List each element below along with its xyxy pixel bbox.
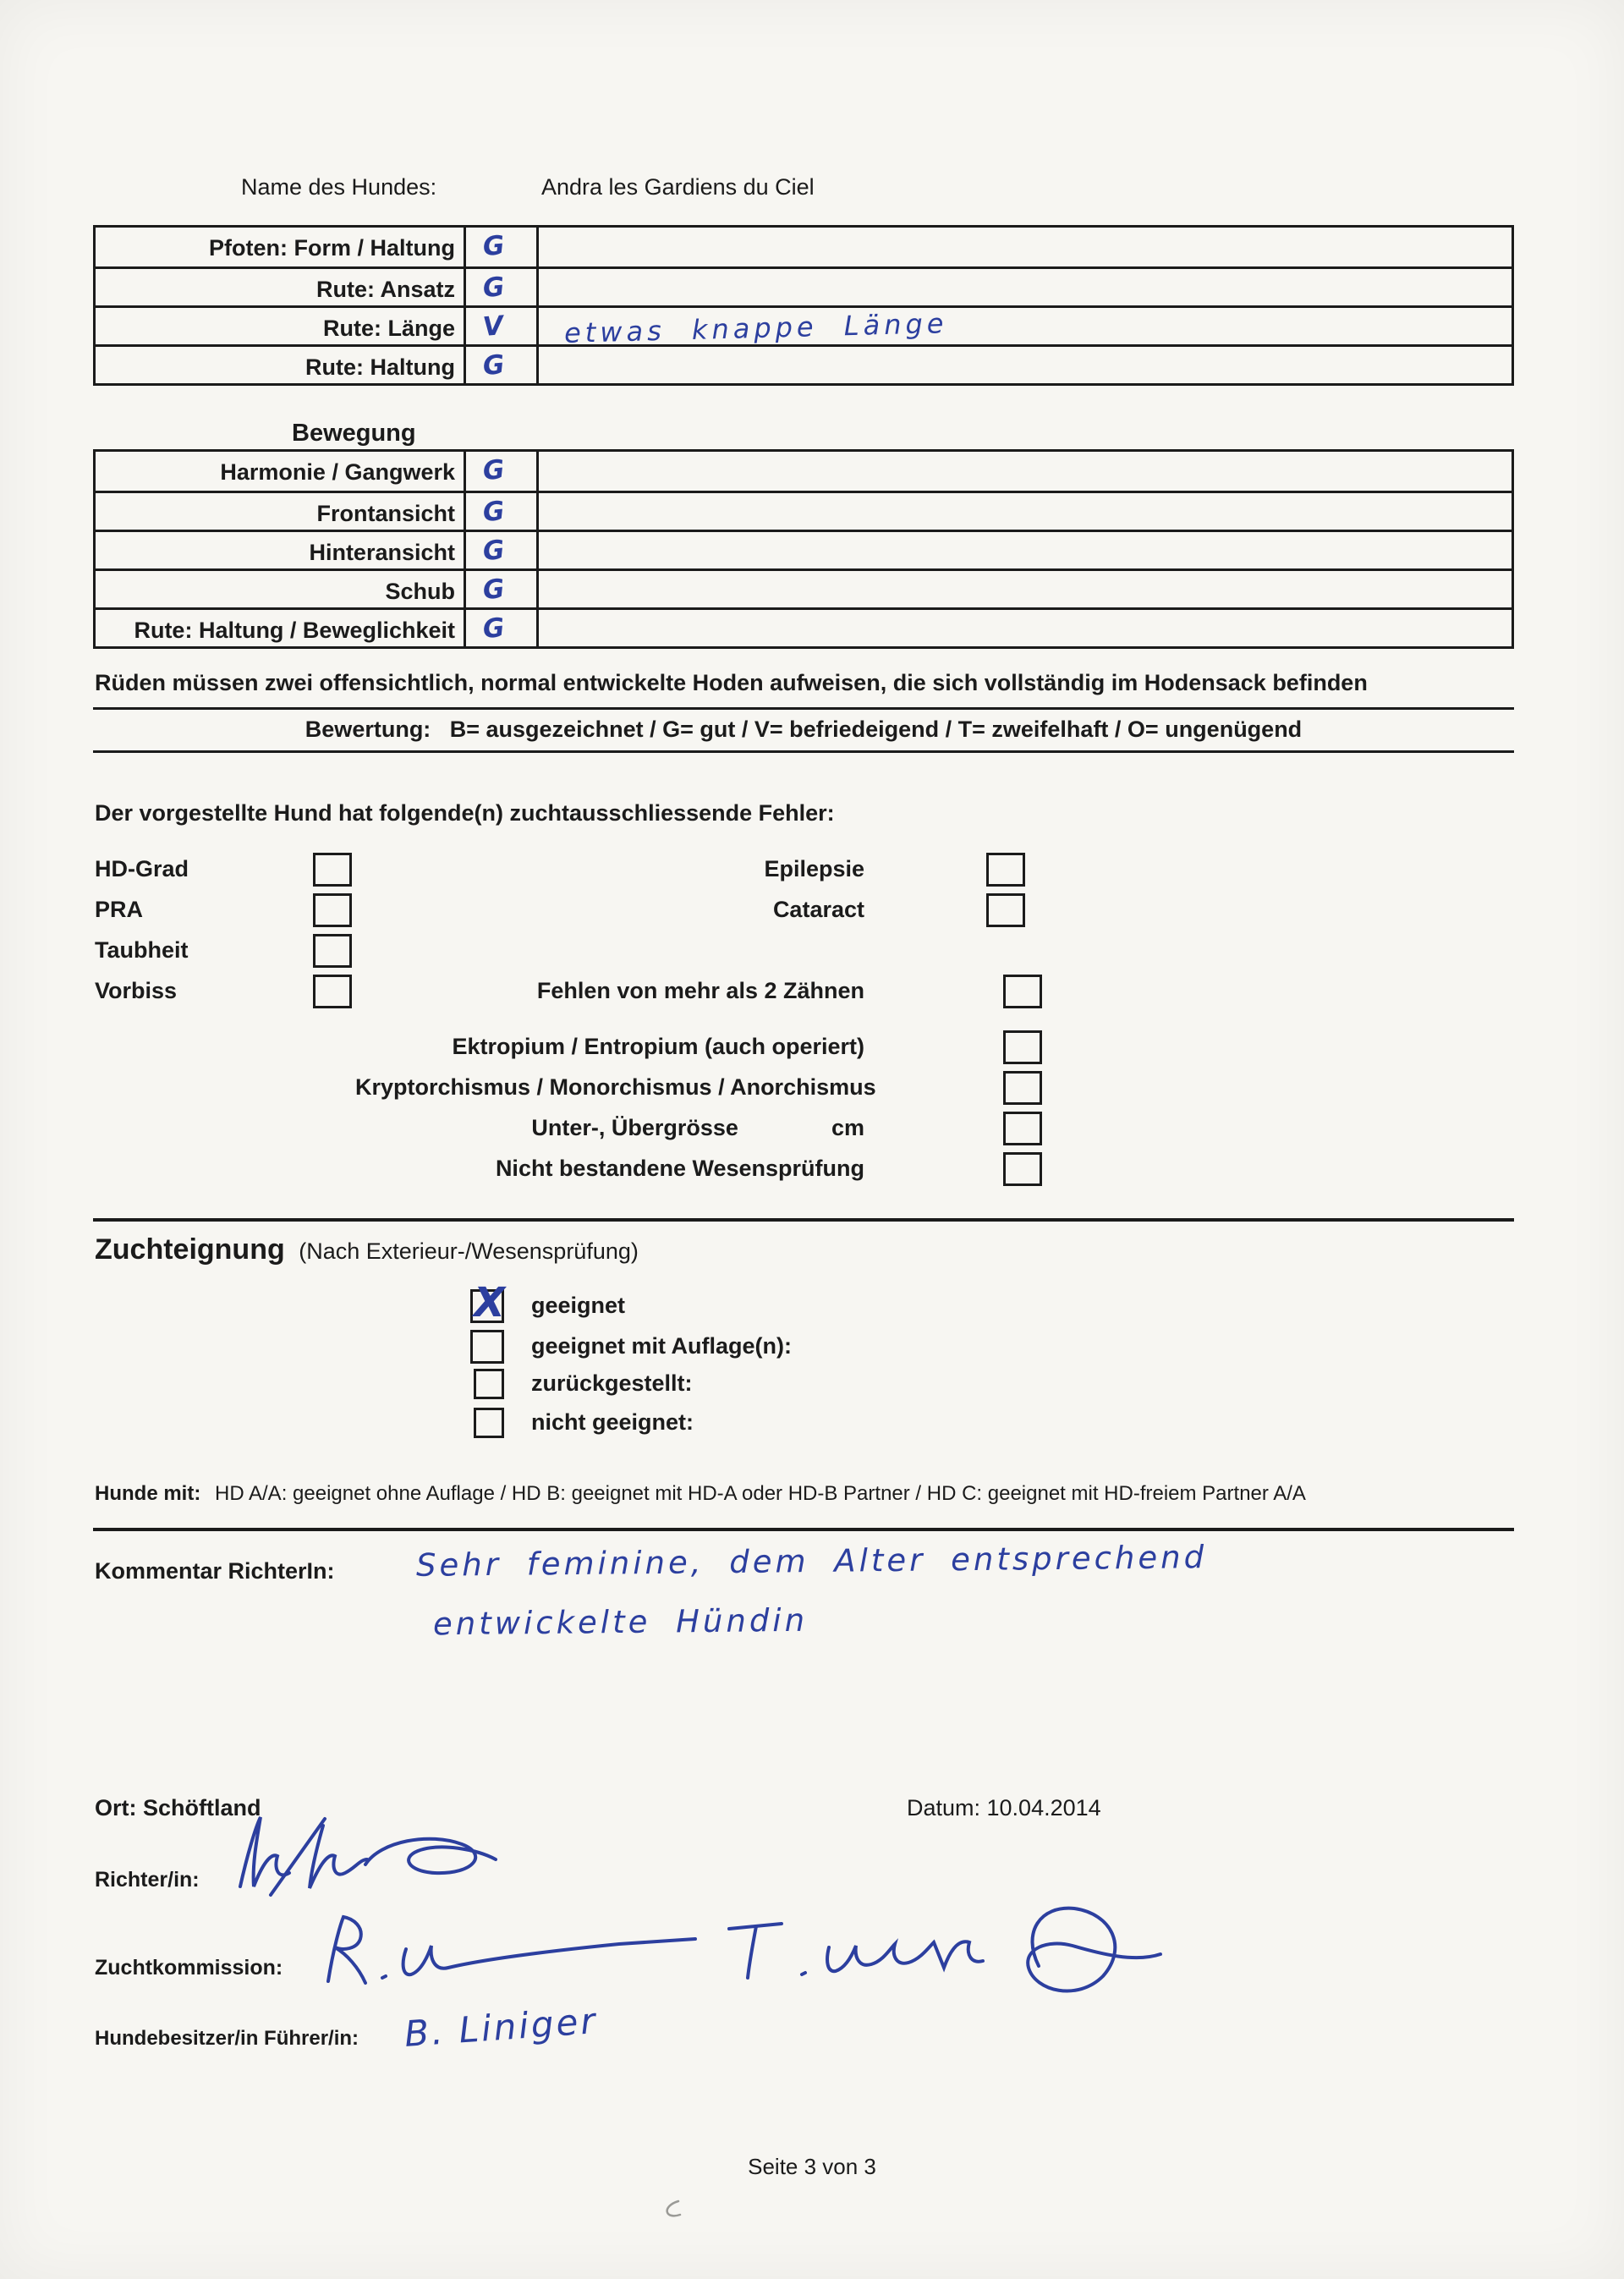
comment-handwritten: etwas knappe Länge — [563, 307, 948, 349]
grade-handwritten: G — [481, 229, 506, 263]
grade-cell — [466, 610, 539, 646]
checkbox-epilepsie — [986, 853, 1025, 887]
hd-note-row — [95, 1482, 1306, 1506]
comment-cell — [539, 571, 1512, 607]
zuchteignung-title: Zuchteignung — [95, 1233, 285, 1266]
row-label: Rute: Ansatz — [96, 269, 466, 305]
comment-cell — [539, 228, 1512, 266]
zuchteignung-heading — [95, 1233, 639, 1266]
checkbox-groesse — [1003, 1112, 1042, 1145]
grade-cell — [466, 493, 539, 530]
comment-cell — [539, 493, 1512, 530]
table-row — [96, 305, 1512, 349]
zuchteignung-subtitle: (Nach Exterieur-/Wesensprüfung) — [299, 1238, 639, 1264]
comment-cell — [539, 347, 1512, 383]
checkbox-geeignet — [470, 1279, 506, 1326]
grade-cell — [466, 347, 539, 383]
divider-rule — [93, 1528, 1514, 1531]
comment-cell — [539, 269, 1512, 305]
comment-cell — [539, 452, 1512, 491]
checkbox-vorbiss — [313, 975, 352, 1008]
checkbox-kryptorchismus — [1003, 1071, 1042, 1105]
kommentar-handwritten-line2: entwickelte Hündin — [432, 1601, 809, 1643]
grade-handwritten: G — [481, 271, 506, 305]
hd-note-text: HD A/A: geeignet ohne Auflage / HD B: geeignet mit HD-A oder HD-B Partner / HD C: geeignet mit HD-freiem Partner A/A — [215, 1482, 1306, 1505]
grade-handwritten: G — [481, 612, 506, 645]
table-row — [96, 452, 1512, 491]
divider-rule — [93, 1218, 1514, 1222]
hd-note-label: Hunde mit: — [95, 1482, 201, 1505]
table-row — [96, 530, 1512, 568]
row-label: Rute: Haltung — [96, 347, 466, 383]
option-label-nicht-geeignet: nicht geeignet: — [531, 1409, 694, 1435]
grade-cell — [466, 228, 539, 266]
hoden-note: Rüden müssen zwei offensichtlich, normal entwickelte Hoden aufweisen, die sich vollständig im Hodensack befinden — [95, 670, 1368, 695]
bewertung-label: Bewertung: — [304, 717, 431, 742]
geeignet-x-mark: X — [474, 1279, 506, 1326]
grade-cell — [466, 532, 539, 568]
grade-handwritten: G — [481, 573, 506, 607]
table-row — [96, 344, 1512, 383]
dog-name-value: Andra les Gardiens du Ciel — [541, 174, 815, 200]
fehler-title: Der vorgestellte Hund hat folgende(n) zuchtausschliessende Fehler: — [95, 800, 835, 826]
checkbox-pra — [313, 893, 352, 927]
besitzer-label: Hundebesitzer/in Führer/in: — [95, 2027, 359, 2050]
fault-label-groesse-unit: cm — [831, 1115, 864, 1140]
table-row — [96, 568, 1512, 607]
checkbox-zurueckgestellt — [474, 1369, 504, 1399]
richter-signature — [222, 1809, 501, 1906]
zuchtkommission-label: Zuchtkommission: — [95, 1956, 283, 1980]
ratings-table — [93, 225, 1514, 386]
grade-cell — [466, 452, 539, 491]
option-label-geeignet-auflage: geeignet mit Auflage(n): — [531, 1333, 792, 1359]
grade-handwritten: G — [481, 534, 506, 568]
table-row — [96, 491, 1512, 530]
grade-cell — [466, 269, 539, 305]
pencil-mark — [651, 2198, 689, 2227]
checkbox-nicht-geeignet — [474, 1408, 504, 1438]
fault-label-kryptorchismus: Kryptorchismus / Monorchismus / Anorchismus — [355, 1074, 876, 1100]
grade-handwritten: G — [481, 495, 506, 529]
fault-label-fehlende-zaehne: Fehlen von mehr als 2 Zähnen — [536, 978, 864, 1003]
fault-label-epilepsie: Epilepsie — [764, 856, 864, 881]
grade-handwritten: G — [481, 349, 506, 382]
comment-cell — [539, 307, 1512, 349]
kommentar-label: Kommentar RichterIn: — [95, 1558, 335, 1584]
page-number: Seite 3 von 3 — [748, 2154, 876, 2179]
table-row — [96, 266, 1512, 305]
row-label: Schub — [96, 571, 466, 607]
fault-label-groesse — [355, 1115, 864, 1141]
checkbox-fehlende-zaehne — [1003, 975, 1042, 1008]
ort-text: Ort: Schöftland — [95, 1795, 261, 1820]
grade-handwritten: G — [481, 453, 506, 487]
option-label-zurueckgestellt: zurückgestellt: — [531, 1370, 693, 1396]
option-label-geeignet: geeignet — [531, 1293, 626, 1318]
bewegung-table — [93, 449, 1514, 649]
fault-label-ektropium: Ektropium / Entropium (auch operiert) — [452, 1034, 864, 1059]
row-label: Pfoten: Form / Haltung — [96, 228, 466, 266]
bewertung-strip — [93, 707, 1514, 753]
row-label: Frontansicht — [96, 493, 466, 530]
richter-label: Richter/in: — [95, 1868, 200, 1892]
bewegung-heading: Bewegung — [292, 420, 416, 447]
comment-cell — [539, 532, 1512, 568]
kommentar-handwritten-line1: Sehr feminine, dem Alter entsprechend — [415, 1539, 1208, 1584]
fault-label-taubheit: Taubheit — [95, 937, 189, 963]
row-label: Rute: Haltung / Beweglichkeit — [96, 610, 466, 646]
checkbox-ektropium — [1003, 1030, 1042, 1064]
checkbox-cataract — [986, 893, 1025, 927]
fault-label-groesse-text: Unter-, Übergrösse — [531, 1115, 738, 1140]
fault-label-pra: PRA — [95, 897, 144, 922]
grade-cell — [466, 308, 539, 344]
fault-label-hd-grad: HD-Grad — [95, 856, 189, 881]
checkbox-taubheit — [313, 934, 352, 968]
checkbox-hd-grad — [313, 853, 352, 887]
table-row — [96, 228, 1512, 266]
row-label: Hinteransicht — [96, 532, 466, 568]
grade-cell — [466, 571, 539, 607]
dog-name-label: Name des Hundes: — [241, 174, 437, 200]
besitzer-signature: B. Liniger — [403, 2000, 600, 2055]
fault-label-cataract: Cataract — [772, 897, 864, 922]
fault-label-vorbiss: Vorbiss — [95, 978, 178, 1003]
bewertung-scale: B= ausgezeichnet / G= gut / V= befriedeigend / T= zweifelhaft / O= ungenügend — [449, 717, 1303, 742]
row-label: Rute: Länge — [96, 308, 466, 344]
grade-handwritten: V — [481, 310, 505, 343]
datum-text: Datum: 10.04.2014 — [907, 1795, 1101, 1820]
fault-label-wesenspruefung: Nicht bestandene Wesensprüfung — [495, 1156, 864, 1181]
checkbox-geeignet-auflage — [470, 1330, 504, 1364]
checkbox-wesenspruefung — [1003, 1152, 1042, 1186]
row-label: Harmonie / Gangwerk — [96, 452, 466, 491]
table-row — [96, 607, 1512, 646]
comment-cell — [539, 610, 1512, 646]
